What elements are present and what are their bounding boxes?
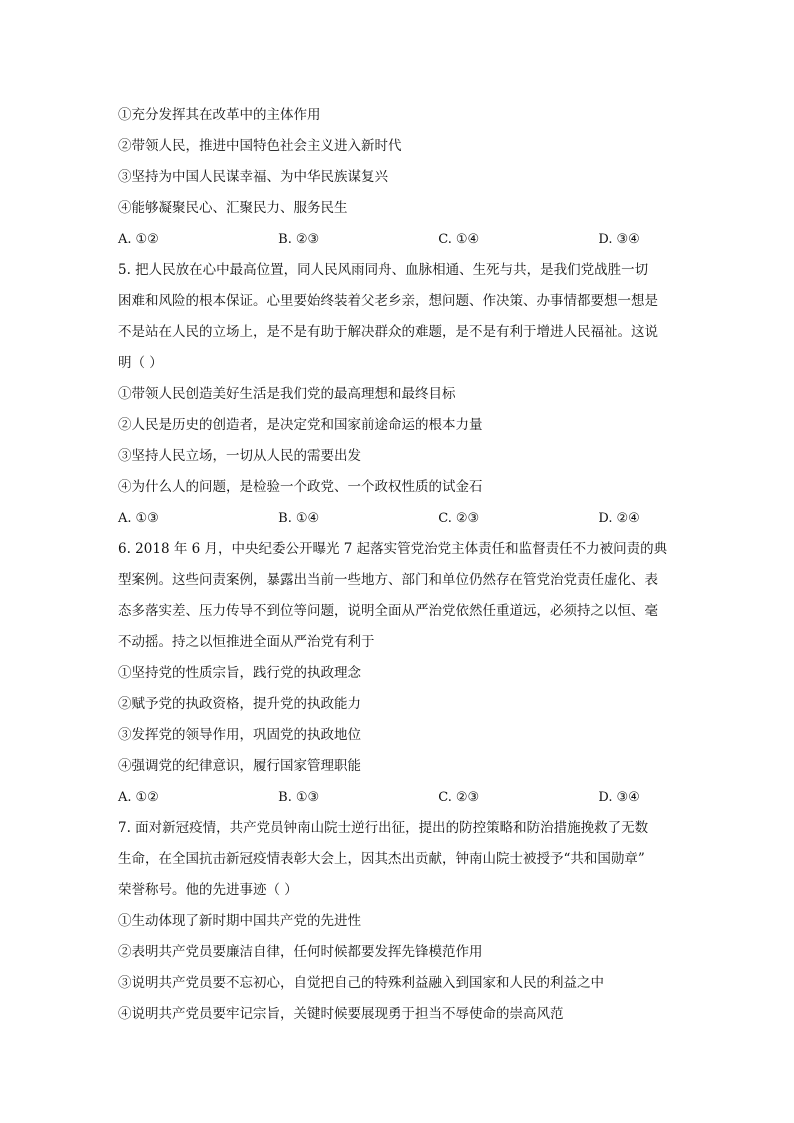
choice-a: A. ①② xyxy=(118,790,159,805)
option-line: ①生动体现了新时期中国共产党的先进性 xyxy=(118,913,361,929)
choice-b: B. ①③ xyxy=(278,790,320,805)
option-line: ③坚持人民立场，一切从人民的需要出发 xyxy=(118,448,361,464)
choice-b: B. ①④ xyxy=(278,511,320,526)
choice-d: D. ②④ xyxy=(598,511,640,526)
option-line: ②赋予党的执政资格，提升党的执政能力 xyxy=(118,696,361,712)
option-line: ③说明共产党员要不忘初心，自觉把自己的特殊利益融入到国家和人民的利益之中 xyxy=(118,975,604,991)
option-line: ①坚持党的性质宗旨，践行党的执政理念 xyxy=(118,665,361,681)
question-stem: 5. 把人民放在心中最高位置，同人民风雨同舟、血脉相通、生死与共，是我们党战胜一切 困难和风险的根本保证。心里要始终装着父老乡亲，想问题、作决策、办事情都要想一想是 不是站在人民的立场上，是不是有助于解决群众的难题，是不是有利于增进人民福祉。这说 明（ ） xyxy=(118,262,658,371)
exam-page xyxy=(118,100,678,1030)
option-line: ④能够凝聚民心、汇聚民力、服务民生 xyxy=(118,200,348,216)
option-line: ④说明共产党员要牢记宗旨，关键时候要展现勇于担当不辱使命的崇高风范 xyxy=(118,1006,564,1022)
question-stem: 7. 面对新冠疫情，共产党员钟南山院士逆行出征，提出的防控策略和防治措施挽救了无数 生命，在全国抗击新冠疫情表彰大会上，因其杰出贡献，钟南山院士被授予“共和国勋章” 荣誉称号。他的先进事迹（ ） xyxy=(118,820,649,898)
option-line: ③发挥党的领导作用，巩固党的执政地位 xyxy=(118,727,361,743)
question-4 xyxy=(118,100,678,255)
choice-a: A. ①② xyxy=(118,232,159,247)
answer-choices xyxy=(118,224,678,255)
choice-d: D. ③④ xyxy=(598,790,640,805)
question-5 xyxy=(118,255,678,534)
option-line: ③坚持为中国人民谋幸福、为中华民族谋复兴 xyxy=(118,169,388,185)
option-line: ①充分发挥其在改革中的主体作用 xyxy=(118,107,321,123)
option-line: ①带领人民创造美好生活是我们党的最高理想和最终目标 xyxy=(118,386,456,402)
option-line: ②带领人民，推进中国特色社会主义进入新时代 xyxy=(118,138,402,154)
choice-a: A. ①③ xyxy=(118,511,159,526)
option-line: ②表明共产党员要廉洁自律，任何时候都要发挥先锋模范作用 xyxy=(118,944,483,960)
option-line: ④强调党的纪律意识，履行国家管理职能 xyxy=(118,758,361,774)
choice-c: C. ②③ xyxy=(438,511,480,526)
answer-choices xyxy=(118,503,678,534)
question-6 xyxy=(118,534,678,813)
choice-c: C. ①④ xyxy=(438,232,480,247)
option-line: ④为什么人的问题，是检验一个政党、一个政权性质的试金石 xyxy=(118,479,483,495)
choice-c: C. ②③ xyxy=(438,790,480,805)
question-stem: 6. 2018 年 6 月，中央纪委公开曝光 7 起落实管党治党主体责任和监督责任不力被问责的典 型案例。这些问责案例，暴露出当前一些地方、部门和单位仍然存在管党治党责任虚化、表 态多落实差、压力传导不到位等问题，说明全面从严治党依然任重道远，必须持之以恒、毫 不动摇。持之以恒推进全面从严治党有利于 xyxy=(118,541,668,650)
option-line: ②人民是历史的创造者，是决定党和国家前途命运的根本力量 xyxy=(118,417,483,433)
answer-choices xyxy=(118,782,678,813)
question-7 xyxy=(118,813,678,1030)
choice-d: D. ③④ xyxy=(598,232,640,247)
choice-b: B. ②③ xyxy=(278,232,320,247)
